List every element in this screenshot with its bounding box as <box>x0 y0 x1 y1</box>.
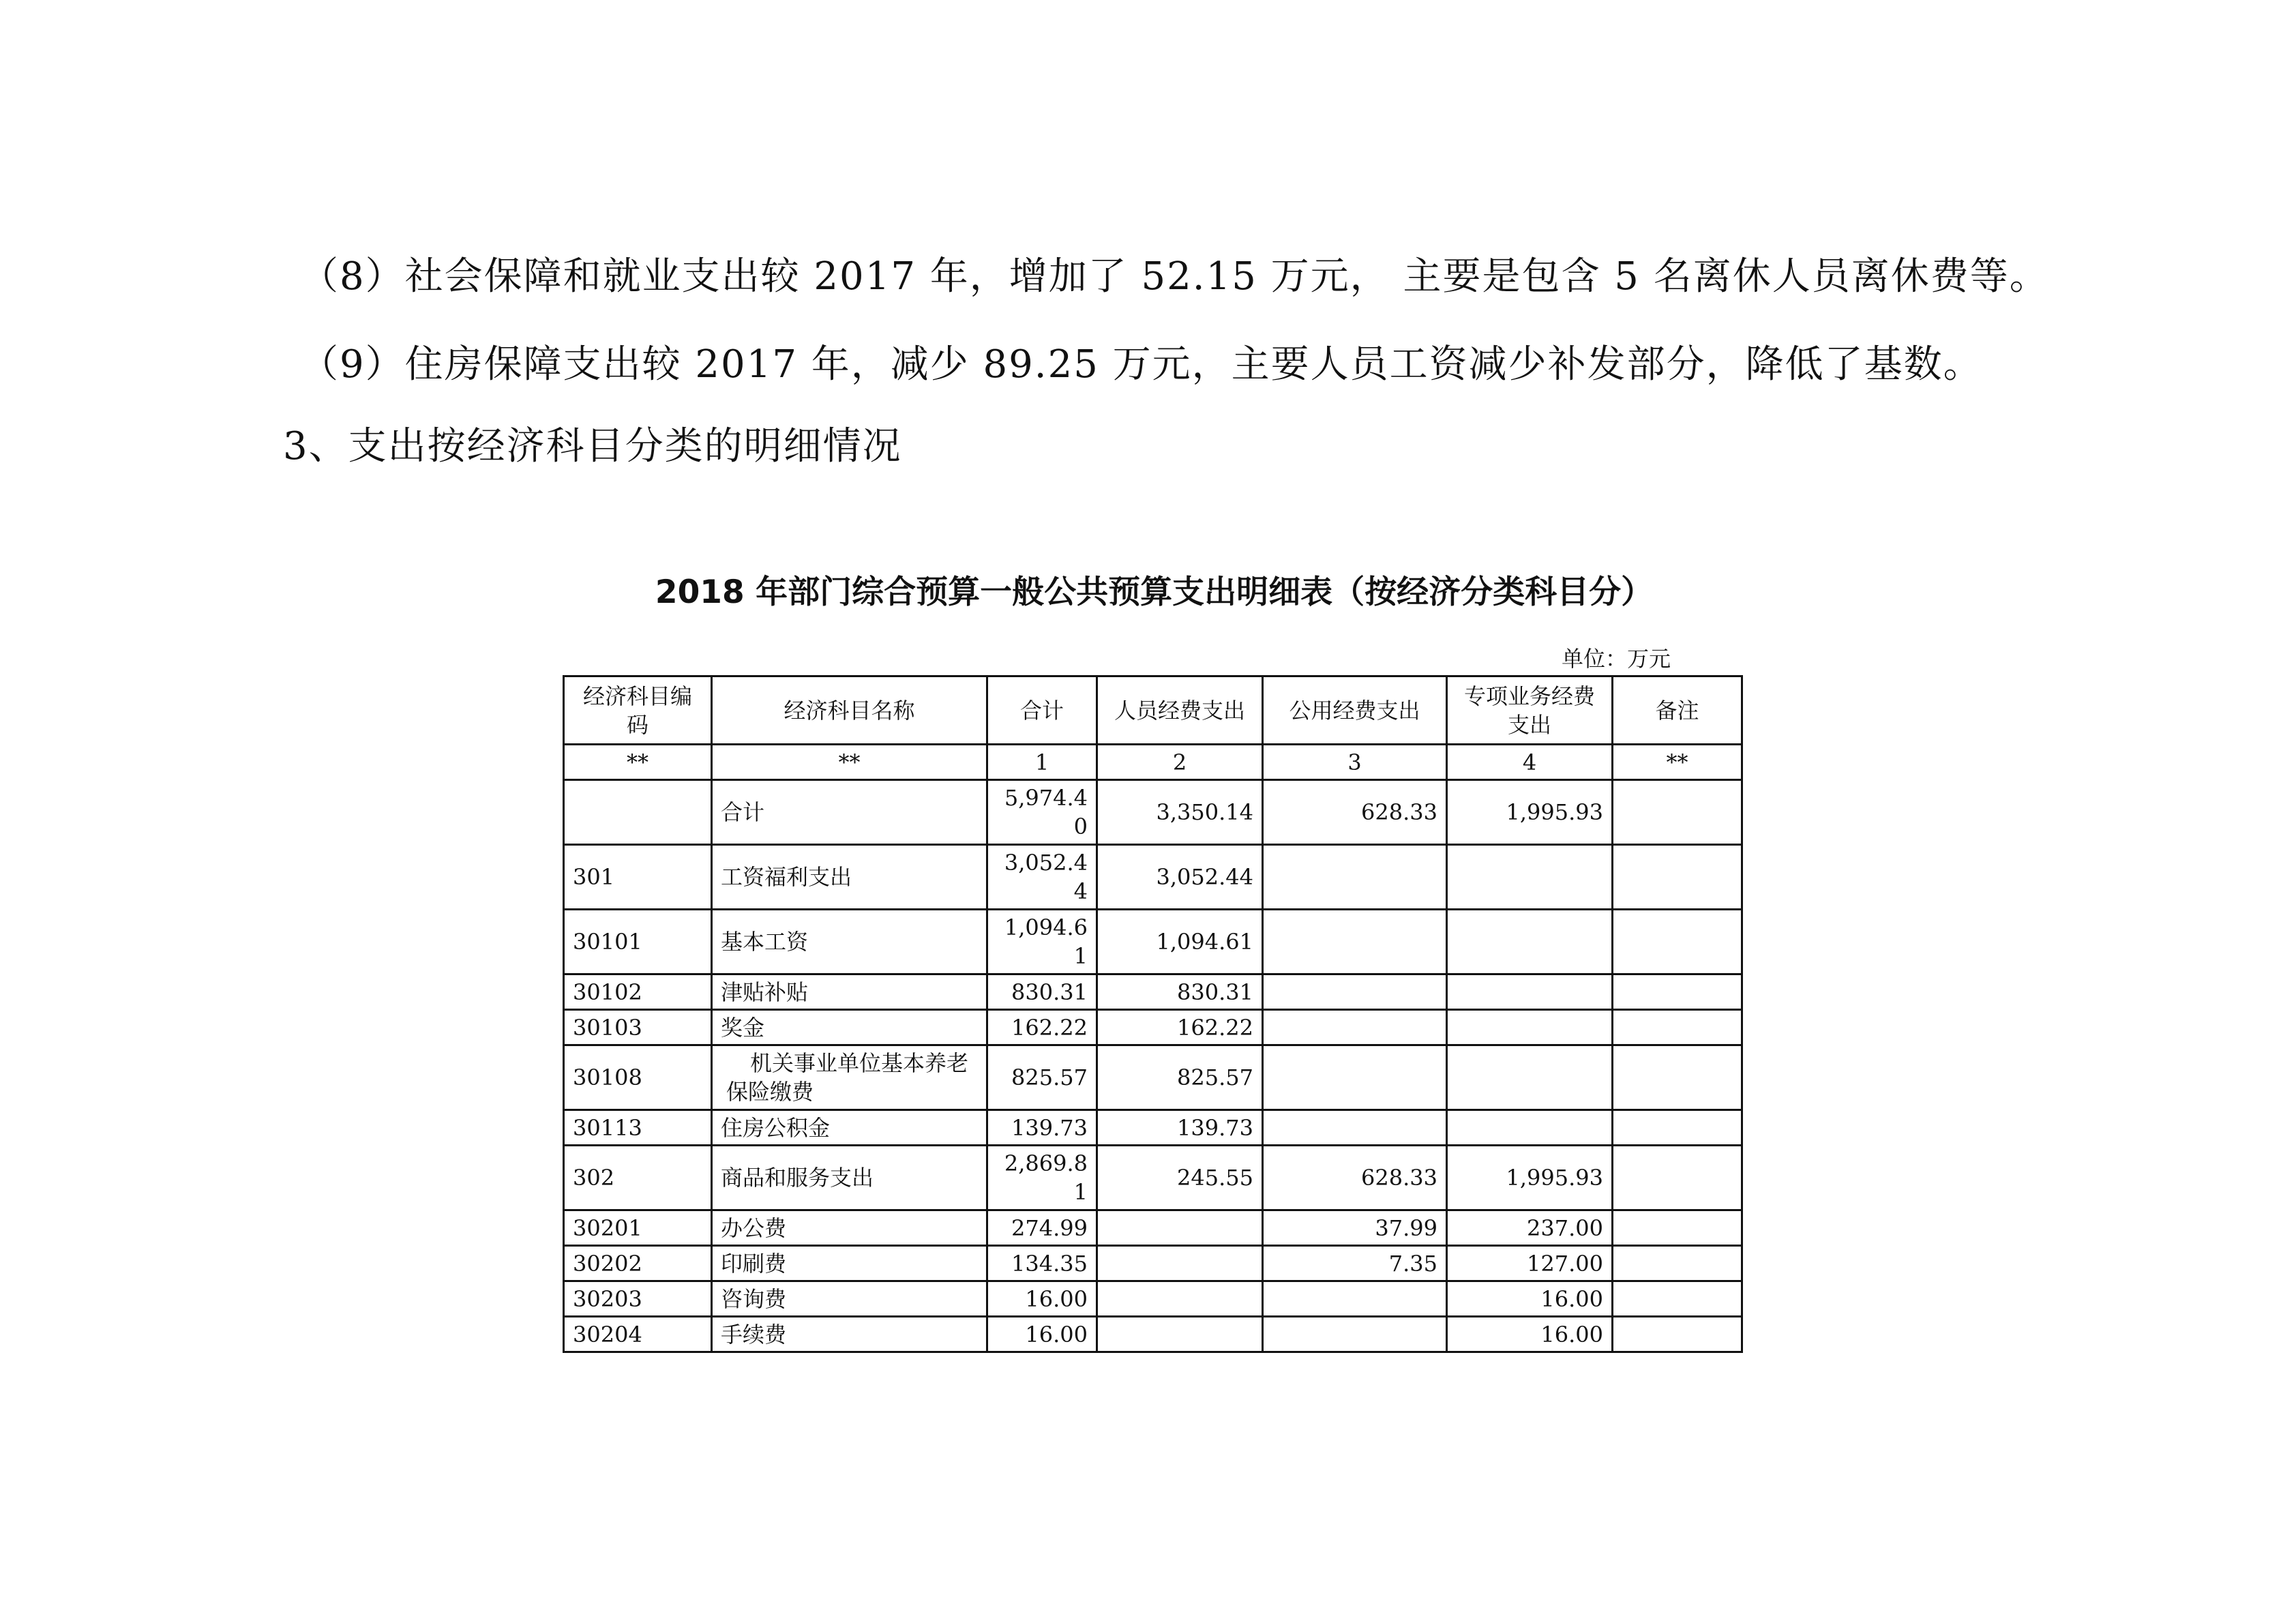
cell-total: 274.99 <box>987 1210 1097 1246</box>
cell-note <box>1613 974 1742 1010</box>
cell-note <box>1613 1045 1742 1110</box>
cell-special: 1,995.93 <box>1447 1146 1613 1210</box>
cell-name: 住房公积金 <box>712 1110 987 1146</box>
index-public: 3 <box>1263 745 1447 780</box>
cell-total: 3,052.44 <box>987 845 1097 910</box>
cell-code: 30103 <box>564 1010 712 1045</box>
cell-note <box>1613 1210 1742 1246</box>
header-name: 经济科目名称 <box>712 676 987 745</box>
cell-name: 手续费 <box>712 1317 987 1352</box>
cell-note <box>1613 1146 1742 1210</box>
table-row <box>564 1110 1742 1146</box>
cell-name: 基本工资 <box>712 910 987 974</box>
cell-total: 830.31 <box>987 974 1097 1010</box>
cell-public <box>1263 974 1447 1010</box>
cell-staff <box>1097 1317 1263 1352</box>
table-row <box>564 780 1742 845</box>
cell-name: 商品和服务支出 <box>712 1146 987 1210</box>
table-row <box>564 1010 1742 1045</box>
cell-total: 139.73 <box>987 1110 1097 1146</box>
header-total: 合计 <box>987 676 1097 745</box>
cell-staff: 3,350.14 <box>1097 780 1263 845</box>
cell-staff: 162.22 <box>1097 1010 1263 1045</box>
cell-name: 津贴补贴 <box>712 974 987 1010</box>
cell-staff: 1,094.61 <box>1097 910 1263 974</box>
cell-code <box>564 780 712 845</box>
cell-public: 628.33 <box>1263 780 1447 845</box>
cell-staff <box>1097 1246 1263 1281</box>
cell-note <box>1613 1246 1742 1281</box>
cell-code: 30202 <box>564 1246 712 1281</box>
table-row <box>564 1246 1742 1281</box>
cell-total: 16.00 <box>987 1281 1097 1317</box>
cell-public: 628.33 <box>1263 1146 1447 1210</box>
cell-staff: 825.57 <box>1097 1045 1263 1110</box>
cell-staff <box>1097 1281 1263 1317</box>
cell-total: 2,869.81 <box>987 1146 1097 1210</box>
cell-code: 30108 <box>564 1045 712 1110</box>
cell-public <box>1263 1045 1447 1110</box>
index-note: ** <box>1613 745 1742 780</box>
table-row <box>564 1045 1742 1110</box>
cell-code: 302 <box>564 1146 712 1210</box>
cell-code: 30204 <box>564 1317 712 1352</box>
cell-code: 30203 <box>564 1281 712 1317</box>
cell-public: 7.35 <box>1263 1246 1447 1281</box>
cell-code: 30113 <box>564 1110 712 1146</box>
cell-name: 印刷费 <box>712 1246 987 1281</box>
cell-name: 办公费 <box>712 1210 987 1246</box>
index-staff: 2 <box>1097 745 1263 780</box>
table-row <box>564 1210 1742 1246</box>
cell-staff: 139.73 <box>1097 1110 1263 1146</box>
table-row <box>564 1317 1742 1352</box>
budget-table <box>563 675 1743 1353</box>
cell-special <box>1447 1010 1613 1045</box>
cell-public <box>1263 1281 1447 1317</box>
table-title: 2018 年部门综合预算一般公共预算支出明细表（按经济分类科目分） <box>655 574 1654 611</box>
cell-public <box>1263 1110 1447 1146</box>
cell-staff: 3,052.44 <box>1097 845 1263 910</box>
cell-code: 30102 <box>564 974 712 1010</box>
cell-code: 30101 <box>564 910 712 974</box>
table-row <box>564 1146 1742 1210</box>
cell-note <box>1613 1110 1742 1146</box>
header-public: 公用经费支出 <box>1263 676 1447 745</box>
cell-name: 咨询费 <box>712 1281 987 1317</box>
cell-total: 825.57 <box>987 1045 1097 1110</box>
cell-public: 37.99 <box>1263 1210 1447 1246</box>
index-total: 1 <box>987 745 1097 780</box>
index-special: 4 <box>1447 745 1613 780</box>
cell-public <box>1263 1317 1447 1352</box>
cell-special: 16.00 <box>1447 1317 1613 1352</box>
table-row <box>564 910 1742 974</box>
cell-total: 5,974.40 <box>987 780 1097 845</box>
cell-name: 合计 <box>712 780 987 845</box>
cell-total: 134.35 <box>987 1246 1097 1281</box>
cell-name: 机关事业单位基本养老保险缴费 <box>712 1045 987 1110</box>
cell-total: 1,094.61 <box>987 910 1097 974</box>
section-heading: 3、支出按经济科目分类的明细情况 <box>283 424 902 468</box>
cell-note <box>1613 1281 1742 1317</box>
cell-note <box>1613 780 1742 845</box>
cell-name: 工资福利支出 <box>712 845 987 910</box>
cell-special: 16.00 <box>1447 1281 1613 1317</box>
table-row <box>564 974 1742 1010</box>
cell-special <box>1447 1045 1613 1110</box>
cell-note <box>1613 1010 1742 1045</box>
unit-label: 单位：万元 <box>1562 646 1671 672</box>
cell-note <box>1613 1317 1742 1352</box>
cell-special <box>1447 974 1613 1010</box>
cell-special <box>1447 1110 1613 1146</box>
table-row <box>564 845 1742 910</box>
cell-public <box>1263 845 1447 910</box>
cell-name: 奖金 <box>712 1010 987 1045</box>
index-name: ** <box>712 745 987 780</box>
cell-public <box>1263 1010 1447 1045</box>
header-staff: 人员经费支出 <box>1097 676 1263 745</box>
cell-note <box>1613 910 1742 974</box>
header-special: 专项业务经费支出 <box>1447 676 1613 745</box>
cell-staff <box>1097 1210 1263 1246</box>
index-row <box>564 745 1742 780</box>
cell-special: 1,995.93 <box>1447 780 1613 845</box>
cell-staff: 830.31 <box>1097 974 1263 1010</box>
cell-special: 237.00 <box>1447 1210 1613 1246</box>
index-code: ** <box>564 745 712 780</box>
paragraph-social-security: （8）社会保障和就业支出较 2017 年，增加了 52.15 万元， 主要是包含 5 名离休人员离休费等。 <box>300 254 2049 299</box>
cell-special: 127.00 <box>1447 1246 1613 1281</box>
cell-public <box>1263 910 1447 974</box>
header-row <box>564 676 1742 745</box>
cell-special <box>1447 910 1613 974</box>
table-row <box>564 1281 1742 1317</box>
cell-code: 301 <box>564 845 712 910</box>
header-code: 经济科目编码 <box>564 676 712 745</box>
cell-total: 16.00 <box>987 1317 1097 1352</box>
cell-note <box>1613 845 1742 910</box>
cell-staff: 245.55 <box>1097 1146 1263 1210</box>
cell-total: 162.22 <box>987 1010 1097 1045</box>
paragraph-housing: （9）住房保障支出较 2017 年，减少 89.25 万元，主要人员工资减少补发部分，降低了基数。 <box>300 342 1983 387</box>
cell-special <box>1447 845 1613 910</box>
header-note: 备注 <box>1613 676 1742 745</box>
cell-code: 30201 <box>564 1210 712 1246</box>
